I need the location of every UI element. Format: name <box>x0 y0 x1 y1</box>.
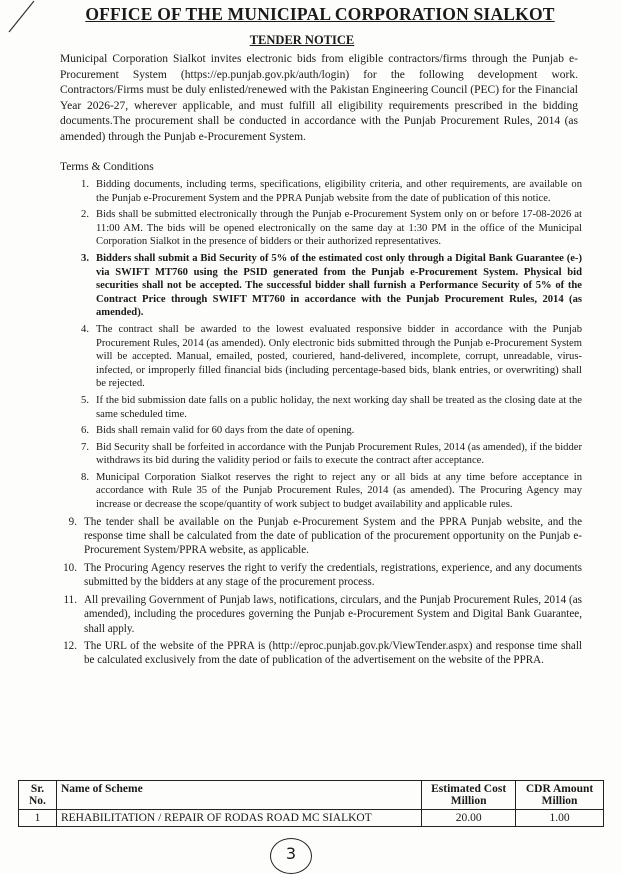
term-text: The contract shall be awarded to the lowest evaluated responsive bidder in accordance with the Punjab Procurement Rules, 2014 (as amended). Only electronic bids submitted through the Punjab e-Procurement System will be accepted. Manual, emailed, posted, couriered, hand-delivered, incomplete, corrupt, unreadable, virus-infected, or improperly filled financial bids (including percentage-based bids, blank entries, or overwriting) shall be rejected. <box>96 323 582 390</box>
term-item <box>40 208 582 249</box>
term-item <box>40 561 582 590</box>
term-item <box>40 323 582 391</box>
cell-estimated-cost: 20.00 <box>422 810 516 827</box>
term-number: 12. <box>63 639 77 652</box>
term-number: 5. <box>81 394 89 406</box>
term-item <box>40 515 582 558</box>
term-item <box>40 441 582 468</box>
term-text: Bidding documents, including terms, specifications, eligibility criteria, and other requirements, are available on the Punjab e-Procurement System and the PPRA Punjab website from the date of publication of this notice. <box>96 179 582 204</box>
header-sr-no: Sr. No. <box>19 781 57 810</box>
term-text: Bids shall remain valid for 60 days from the date of opening. <box>96 425 355 437</box>
term-number: 6. <box>81 425 89 437</box>
header-cdr-amount: CDR Amount Million <box>516 781 604 810</box>
intro-paragraph: Municipal Corporation Sialkot invites electronic bids from eligible contractors/firms through the Punjab e-Procurement System (https://ep.punjab.gov.pk/auth/login) for the following development work. Contractors/Firms must be duly enlisted/renewed with the Pakistan Engineering Council (PEC) for the Financial Year 2026-27, wherever applicable, and must fulfill all eligibility requirements prescribed in the bidding documents.The procurement shall be conducted in accordance with the Punjab Procurement Rules, 2014 (as amended) through the Punjab e-Procurement System. <box>60 53 578 143</box>
header-scheme-name: Name of Scheme <box>56 781 421 810</box>
term-item <box>40 639 582 668</box>
cell-sr-no: 1 <box>19 810 57 827</box>
term-item <box>40 424 582 438</box>
office-title: OFFICE OF THE MUNICIPAL CORPORATION SIALKOT <box>85 4 555 24</box>
term-item <box>40 593 582 636</box>
term-text: The Procuring Agency reserves the right to verify the credentials, registrations, experience, and any documents submitted by the bidders at any stage of the procurement process. <box>84 561 582 589</box>
term-number: 7. <box>81 441 89 453</box>
scheme-table <box>18 780 604 827</box>
term-text: Bid Security shall be forfeited in accordance with the Punjab Procurement Rules, 2014 (as amended), if the bidder withdraws its bid during the validity period or fails to execute the contract after acceptance. <box>96 441 582 467</box>
term-item <box>40 394 582 421</box>
header-estimated-cost: Estimated Cost Million <box>422 781 516 810</box>
pen-stroke-mark <box>6 0 36 34</box>
cell-cdr-amount: 1.00 <box>516 810 604 827</box>
cell-scheme-name: REHABILITATION / REPAIR OF RODAS ROAD MC SIALKOT <box>56 810 421 827</box>
term-number: 10. <box>63 561 77 574</box>
term-item <box>40 471 582 512</box>
notice-subtitle: TENDER NOTICE <box>249 33 355 47</box>
table-row <box>19 810 604 827</box>
table-header-row <box>19 781 604 810</box>
term-text: The URL of the website of the PPRA is (http://eproc.punjab.gov.pk/ViewTender.aspx) and response time shall be calculated exclusively from the date of publication of the advertisement on the website of the PPRA. <box>84 639 582 667</box>
term-number: 9. <box>68 515 77 528</box>
terms-list <box>40 178 582 671</box>
terms-heading: Terms & Conditions <box>60 161 154 173</box>
term-number: 4. <box>81 323 89 335</box>
term-number: 1. <box>81 179 89 190</box>
term-item <box>40 178 582 205</box>
term-text: If the bid submission date falls on a public holiday, the next working day shall be treated as the closing date at the same scheduled time. <box>96 394 582 420</box>
term-text: Municipal Corporation Sialkot reserves the right to reject any or all bids at any time before acceptance in accordance with Rule 35 of the Punjab Procurement Rules, 2014 (as amended). The Procuring Agency may increase or decrease the scope/quantity of work subject to budget availability and applicable rules. <box>96 471 582 511</box>
term-text: The tender shall be available on the Punjab e-Procurement System and the PPRA Punjab website, and the response time shall be calculated from the date of publication of the procurement opportunity on the Punjab e-Procurement System/PPRA website, as applicable. <box>84 515 582 557</box>
term-number: 8. <box>81 471 89 483</box>
term-item <box>40 252 582 320</box>
term-text: All prevailing Government of Punjab laws, notifications, circulars, and the Punjab Procurement Rules, 2014 (as amended), including the procedures governing the Punjab e-Procurement System and Digital Bank Guarantee, shall apply. <box>84 593 582 635</box>
term-text: Bidders shall submit a Bid Security of 5% of the estimated cost only through a Digital Bank Guarantee (e-) via SWIFT MT760 using the PSID generated from the Punjab e-Procurement System. Physical bid securities shall not be accepted. The successful bidder shall furnish a Performance Security of 5% of the Contract Price through SWIFT MT760 in accordance with the Punjab Procurement Rules, 2014 (as amended). <box>96 252 582 319</box>
term-number: 3. <box>81 252 89 264</box>
term-number: 2. <box>81 209 89 221</box>
term-number: 11. <box>63 593 77 606</box>
term-text: Bids shall be submitted electronically through the Punjab e-Procurement System only on or before 17-08-2026 at 11:00 AM. The bids will be opened electronically on the same day at 1:30 PM in the office of the Municipal Corporation Sialkot in the presence of bidders or their authorized representatives. <box>96 209 582 248</box>
page-number-circle: 3 <box>270 838 312 874</box>
